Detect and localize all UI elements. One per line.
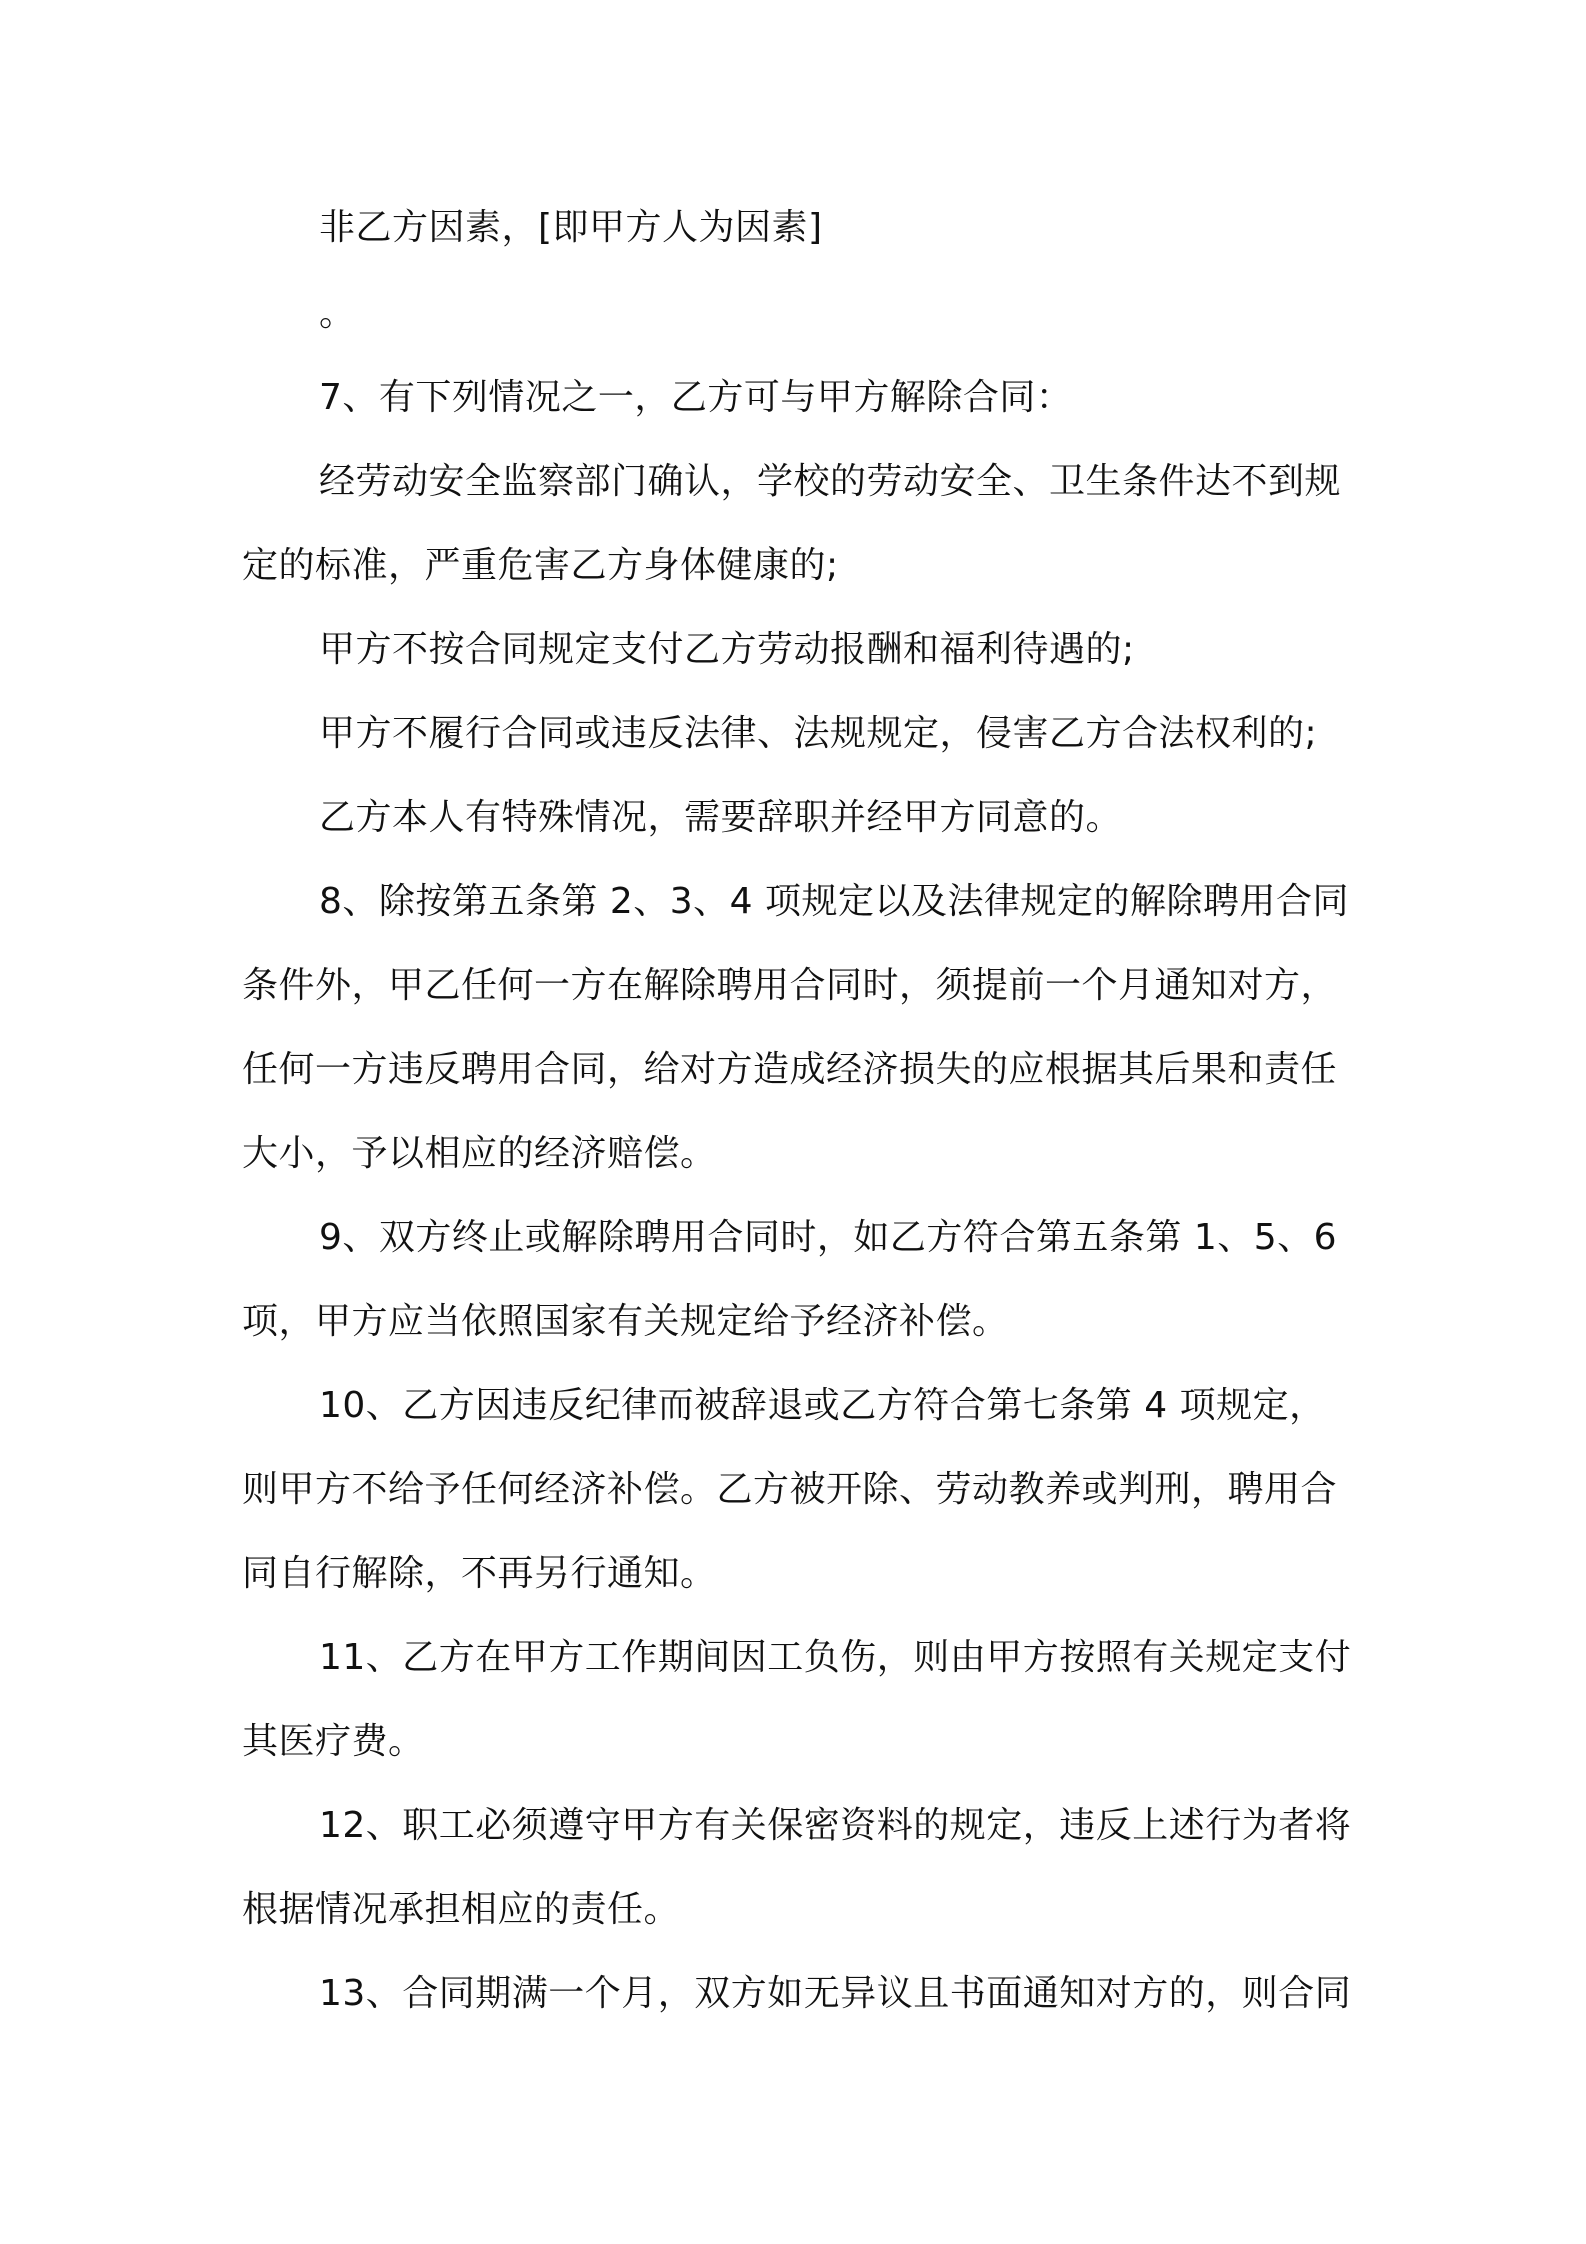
text-line: 乙方本人有特殊情况，需要辞职并经甲方同意的。	[319, 797, 1123, 838]
text-line: 根据情况承担相应的责任。	[242, 1889, 681, 1930]
text-line: 非乙方因素，[即甲方人为因素]	[319, 207, 823, 248]
text-line: 7、有下列情况之一，乙方可与甲方解除合同：	[319, 377, 1073, 418]
text-line: 13、合同期满一个月，双方如无异议且书面通知对方的，则合同	[319, 1973, 1352, 2014]
text-line: 8、除按第五条第 2、3、4 项规定以及法律规定的解除聘用合同	[319, 881, 1350, 922]
text-line: 项，甲方应当依照国家有关规定给予经济补偿。	[242, 1301, 1009, 1342]
text-line: 大小，予以相应的经济赔偿。	[242, 1133, 717, 1174]
text-line: 经劳动安全监察部门确认，学校的劳动安全、卫生条件达不到规	[319, 461, 1342, 502]
text-line: 12、职工必须遵守甲方有关保密资料的规定，违反上述行为者将	[319, 1805, 1352, 1846]
text-line: 任何一方违反聘用合同，给对方造成经济损失的应根据其后果和责任	[242, 1049, 1338, 1090]
text-line: 则甲方不给予任何经济补偿。乙方被开除、劳动教养或判刑，聘用合	[242, 1469, 1338, 1510]
text-line: 甲方不履行合同或违反法律、法规规定，侵害乙方合法权利的;	[319, 713, 1318, 754]
text-line: 同自行解除，不再另行通知。	[242, 1553, 717, 1594]
text-line: 甲方不按合同规定支付乙方劳动报酬和福利待遇的;	[319, 629, 1135, 670]
text-line: 条件外，甲乙任何一方在解除聘用合同时，须提前一个月通知对方，	[242, 965, 1338, 1006]
text-line: 9、双方终止或解除聘用合同时，如乙方符合第五条第 1、5、6	[319, 1217, 1338, 1258]
text-line: 10、乙方因违反纪律而被辞退或乙方符合第七条第 4 项规定，	[319, 1385, 1326, 1426]
text-line: 。	[319, 293, 356, 334]
text-line: 11、乙方在甲方工作期间因工负伤，则由甲方按照有关规定支付	[319, 1637, 1352, 1678]
text-line: 定的标准，严重危害乙方身体健康的;	[242, 545, 839, 586]
text-line: 其医疗费。	[242, 1721, 425, 1762]
